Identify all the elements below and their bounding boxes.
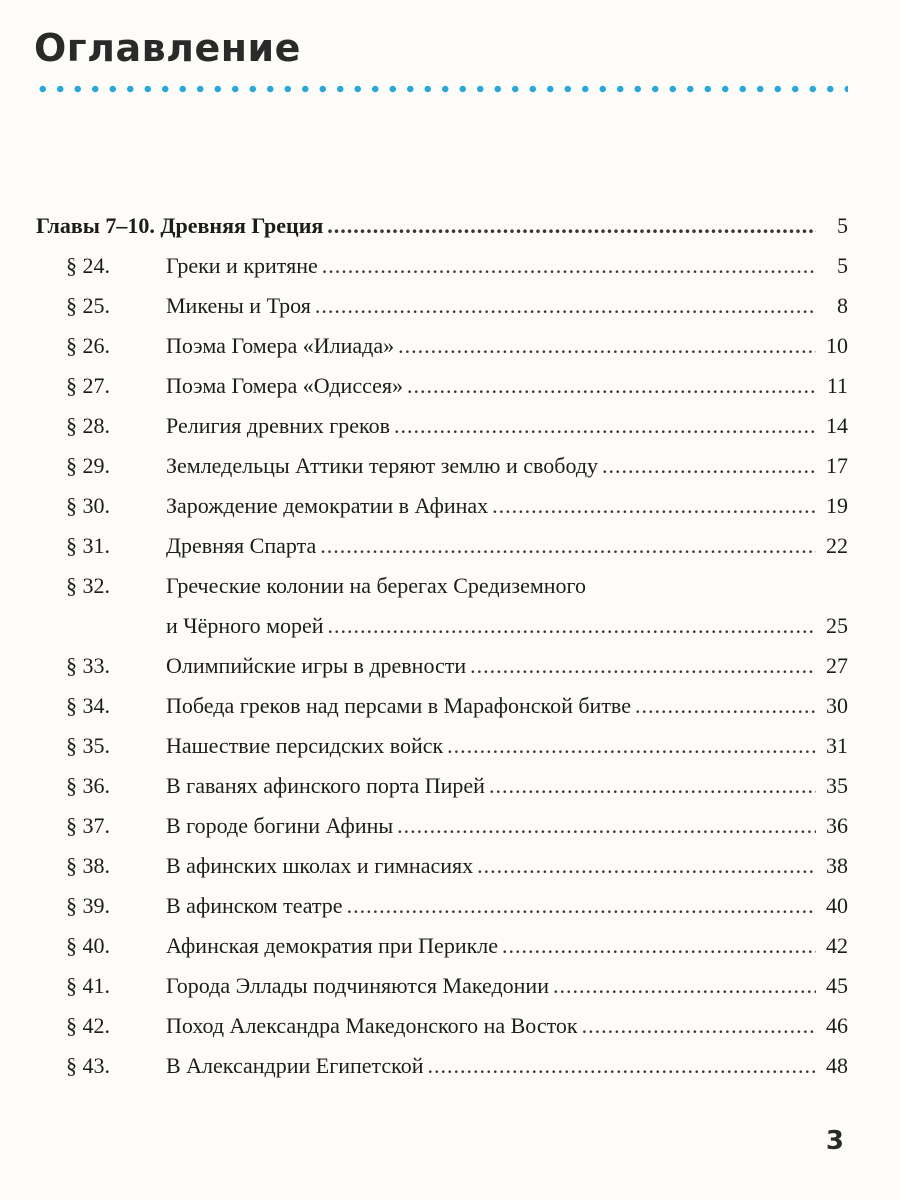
- entry-page: 31: [826, 733, 848, 758]
- entry-number: § 38.: [66, 853, 110, 878]
- entry-number: § 30.: [66, 493, 110, 518]
- dot-leader: [327, 206, 816, 246]
- toc-entry[interactable]: [36, 646, 848, 686]
- table-of-contents: [36, 206, 848, 1086]
- dot-leader: [502, 926, 816, 966]
- entry-title: Поэма Гомера «Одиссея»: [166, 373, 404, 398]
- entry-page: 22: [826, 533, 848, 558]
- entry-number: § 31.: [66, 533, 110, 558]
- entry-page: 48: [826, 1053, 848, 1078]
- dot-leader: [347, 886, 816, 926]
- toc-entry[interactable]: [36, 246, 848, 286]
- chapter-title: Главы 7–10. Древняя Греция: [36, 213, 324, 238]
- page-title: Оглавление: [34, 26, 301, 70]
- entry-number: § 39.: [66, 893, 110, 918]
- entry-page: 38: [826, 853, 848, 878]
- entry-number: § 35.: [66, 733, 110, 758]
- toc-entry[interactable]: [36, 406, 848, 446]
- toc-entry[interactable]: [36, 806, 848, 846]
- toc-entry[interactable]: [36, 1006, 848, 1046]
- dot-leader: [398, 326, 816, 366]
- dot-leader: [582, 1006, 816, 1046]
- toc-entry[interactable]: [36, 726, 848, 766]
- toc-entries: [36, 246, 848, 1086]
- entry-page: 11: [826, 373, 848, 398]
- entry-title: В Александрии Египетской: [166, 1053, 424, 1078]
- dot-leader: [470, 646, 816, 686]
- entry-page: 46: [826, 1013, 848, 1038]
- entry-title: Зарождение демократии в Афинах: [166, 493, 489, 518]
- toc-entry[interactable]: [36, 886, 848, 926]
- dot-leader: [320, 526, 816, 566]
- entry-title: В афинском театре: [166, 893, 343, 918]
- entry-title: Земледельцы Аттики теряют землю и свободу: [166, 453, 599, 478]
- entry-page: 42: [826, 933, 848, 958]
- entry-page: 35: [826, 773, 848, 798]
- entry-page: 36: [826, 813, 848, 838]
- toc-entry-line[interactable]: [36, 566, 848, 606]
- entry-page: 25: [826, 613, 848, 638]
- entry-page: 40: [826, 893, 848, 918]
- chapter-page: 5: [837, 213, 848, 238]
- dot-leader: [315, 286, 816, 326]
- entry-number: § 42.: [66, 1013, 110, 1038]
- toc-entry[interactable]: [36, 966, 848, 1006]
- entry-title: В городе богини Афины: [166, 813, 394, 838]
- entry-page: 10: [826, 333, 848, 358]
- toc-entry[interactable]: [36, 526, 848, 566]
- entry-number: § 27.: [66, 373, 110, 398]
- entry-title: Олимпийские игры в древности: [166, 653, 467, 678]
- toc-entry[interactable]: [36, 846, 848, 886]
- page-number: 3: [825, 1126, 844, 1156]
- dot-leader: [397, 806, 816, 846]
- toc-entry[interactable]: [36, 326, 848, 366]
- entry-page: 14: [826, 413, 848, 438]
- dot-leader: [553, 966, 816, 1006]
- entry-title: Греки и критяне: [166, 253, 318, 278]
- entry-page: 17: [826, 453, 848, 478]
- toc-entry[interactable]: [36, 1046, 848, 1086]
- toc-chapter[interactable]: [36, 206, 848, 246]
- entry-title: Города Эллады подчиняются Македонии: [166, 973, 549, 998]
- dot-leader: [394, 406, 816, 446]
- dot-leader: [407, 366, 816, 406]
- entry-number: § 25.: [66, 293, 110, 318]
- dotted-divider: [34, 82, 848, 96]
- entry-title: Греческие колонии на берегах Средиземного: [166, 573, 586, 598]
- entry-page: 27: [826, 653, 848, 678]
- toc-entry[interactable]: [36, 606, 848, 646]
- toc-entry[interactable]: [36, 446, 848, 486]
- dot-leader: [635, 686, 816, 726]
- entry-number: § 32.: [66, 573, 110, 598]
- toc-entry[interactable]: [36, 286, 848, 326]
- entry-title: Победа греков над персами в Марафонской битве: [166, 693, 631, 718]
- dot-leader: [489, 766, 816, 806]
- entry-page: 8: [837, 293, 848, 318]
- entry-number: § 43.: [66, 1053, 110, 1078]
- entry-title: Поход Александра Македонского на Восток: [166, 1013, 578, 1038]
- dot-leader: [328, 606, 816, 646]
- entry-number: § 37.: [66, 813, 110, 838]
- entry-number: § 24.: [66, 253, 110, 278]
- toc-entry[interactable]: [36, 766, 848, 806]
- entry-title: Религия древних греков: [166, 413, 391, 438]
- entry-page: 45: [826, 973, 848, 998]
- entry-title: В афинских школах и гимнасиях: [166, 853, 474, 878]
- entry-number: § 28.: [66, 413, 110, 438]
- dot-leader: [477, 846, 816, 886]
- entry-number: § 34.: [66, 693, 110, 718]
- entry-number: § 41.: [66, 973, 110, 998]
- entry-page: 19: [826, 493, 848, 518]
- entry-title: Нашествие персидских войск: [166, 733, 444, 758]
- entry-title: Микены и Троя: [166, 293, 311, 318]
- toc-entry[interactable]: [36, 486, 848, 526]
- entry-number: § 29.: [66, 453, 110, 478]
- entry-number: § 40.: [66, 933, 110, 958]
- entry-title: Древняя Спарта: [166, 533, 317, 558]
- entry-number: § 36.: [66, 773, 110, 798]
- entry-page: 30: [826, 693, 848, 718]
- entry-title: Афинская демократия при Перикле: [166, 933, 499, 958]
- entry-number: § 33.: [66, 653, 110, 678]
- dot-leader: [447, 726, 816, 766]
- entry-number: § 26.: [66, 333, 110, 358]
- entry-title: Поэма Гомера «Илиада»: [166, 333, 395, 358]
- toc-entry[interactable]: [36, 686, 848, 726]
- entry-title-continued: и Чёрного морей: [166, 613, 324, 638]
- entry-page: 5: [837, 253, 848, 278]
- dot-leader: [492, 486, 816, 526]
- toc-entry[interactable]: [36, 366, 848, 406]
- toc-entry[interactable]: [36, 926, 848, 966]
- entry-title: В гаванях афинского порта Пирей: [166, 773, 485, 798]
- dot-leader: [428, 1046, 816, 1086]
- dot-leader: [602, 446, 816, 486]
- dot-leader: [322, 246, 816, 286]
